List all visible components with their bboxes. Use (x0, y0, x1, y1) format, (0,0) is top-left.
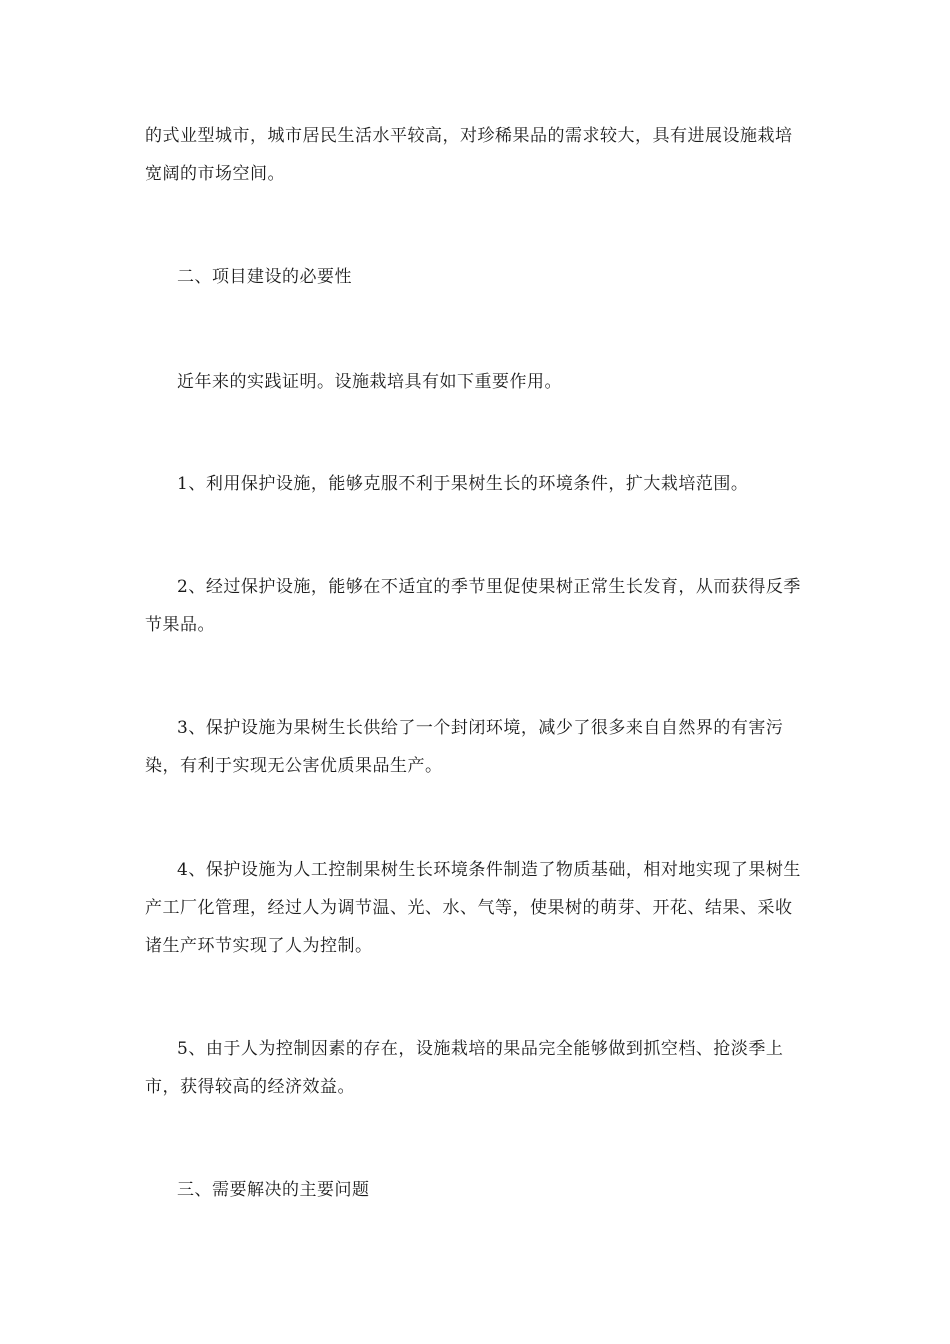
list-item-2: 2、经过保护设施，能够在不适宜的季节里促使果树正常生长发育，从而获得反季节果品。 (145, 577, 801, 635)
paragraph-intro: 近年来的实践证明。设施栽培具有如下重要作用。 (177, 372, 562, 392)
paragraph-continuation: 的式业型城市，城市居民生活水平较高，对珍稀果品的需求较大，具有进展设施栽培宽阔的市场空间。 (145, 126, 793, 184)
list-item-5: 5、由于人为控制因素的存在，设施栽培的果品完全能够做到抓空档、抢淡季上市，获得较高的经济效益。 (145, 1039, 784, 1097)
list-item-1: 1、利用保护设施，能够克服不利于果树生长的环境条件，扩大栽培范围。 (177, 474, 749, 494)
section-heading-2: 二、项目建设的必要性 (177, 267, 352, 287)
section-heading-3: 三、需要解决的主要问题 (177, 1180, 370, 1200)
list-item-3: 3、保护设施为果树生长供给了一个封闭环境，减少了很多来自自然界的有害污染，有利于实现无公害优质果品生产。 (145, 718, 784, 776)
list-item-4: 4、保护设施为人工控制果树生长环境条件制造了物质基础，相对地实现了果树生产工厂化管理，经过人为调节温、光、水、气等，使果树的萌芽、开花、结果、采收诸生产环节实现了人为控制。 (145, 860, 801, 956)
